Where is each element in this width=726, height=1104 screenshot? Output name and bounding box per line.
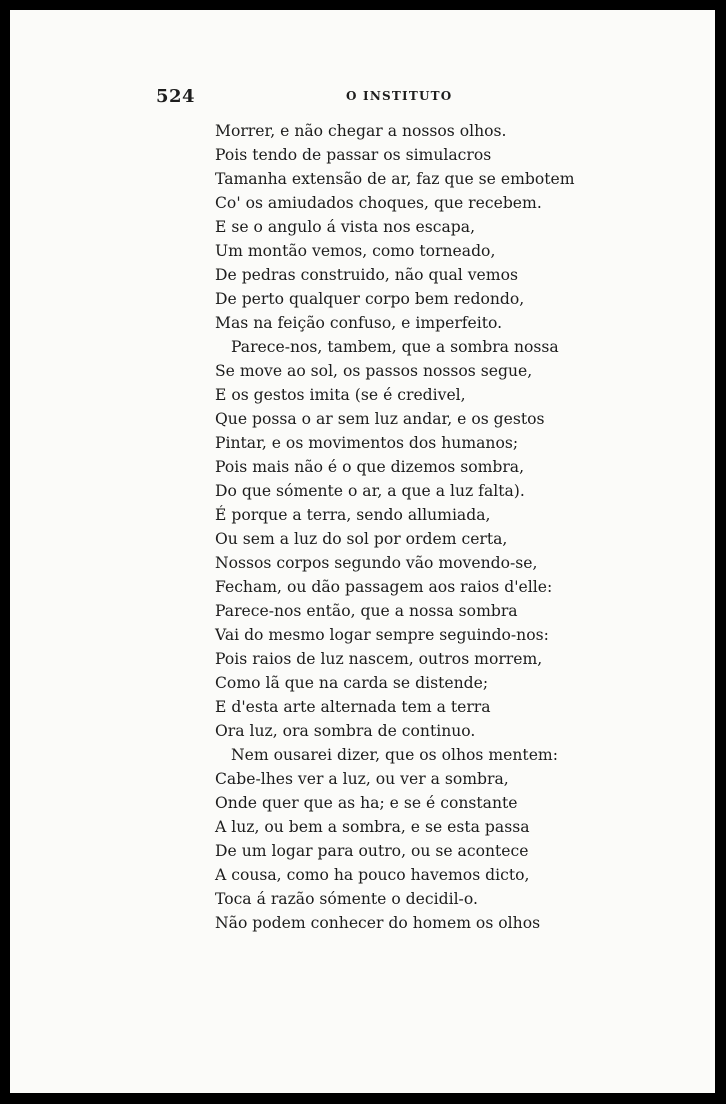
- poem-line: Onde quer que as ha; e se é constante: [215, 794, 518, 812]
- poem-line: De perto qualquer corpo bem redondo,: [215, 290, 525, 308]
- poem-line: Co' os amiudados choques, que recebem.: [215, 194, 542, 212]
- poem-line: Pintar, e os movimentos dos humanos;: [215, 434, 519, 452]
- poem-line: A luz, ou bem a sombra, e se esta passa: [215, 818, 530, 836]
- poem-line: Ou sem a luz do sol por ordem certa,: [215, 530, 508, 548]
- poem-line: Vai do mesmo logar sempre seguindo-nos:: [215, 626, 549, 644]
- poem-line: Toca á razão sómente o decidil-o.: [215, 890, 478, 908]
- poem-line: Cabe-lhes ver a luz, ou ver a sombra,: [215, 770, 509, 788]
- poem-line: E d'esta arte alternada tem a terra: [215, 698, 491, 716]
- poem-line: De pedras construido, não qual vemos: [215, 266, 518, 284]
- poem-line: Pois tendo de passar os simulacros: [215, 146, 492, 164]
- poem-line: Mas na feição confuso, e imperfeito.: [215, 314, 503, 332]
- book-page: [10, 10, 715, 1093]
- page-number: 524: [156, 86, 196, 107]
- poem-line: Pois raios de luz nascem, outros morrem,: [215, 650, 543, 668]
- poem-line: É porque a terra, sendo allumiada,: [215, 506, 491, 524]
- poem-line: Fecham, ou dão passagem aos raios d'elle:: [215, 578, 553, 596]
- poem-line: Se move ao sol, os passos nossos segue,: [215, 362, 533, 380]
- poem-line: Um montão vemos, como torneado,: [215, 242, 496, 260]
- poem-line: Pois mais não é o que dizemos sombra,: [215, 458, 525, 476]
- poem-line: Nem ousarei dizer, que os olhos mentem:: [231, 746, 558, 764]
- poem-line: Nossos corpos segundo vão movendo-se,: [215, 554, 538, 572]
- poem-line: Parece-nos, tambem, que a sombra nossa: [231, 338, 559, 356]
- poem-line: A cousa, como ha pouco havemos dicto,: [215, 866, 530, 884]
- poem-line: Tamanha extensão de ar, faz que se embotem: [215, 170, 575, 188]
- poem-line: De um logar para outro, ou se acontece: [215, 842, 529, 860]
- poem-line: Do que sómente o ar, a que a luz falta).: [215, 482, 525, 500]
- poem-line: Como lã que na carda se distende;: [215, 674, 489, 692]
- poem-line: Ora luz, ora sombra de continuo.: [215, 722, 476, 740]
- poem-line: Parece-nos então, que a nossa sombra: [215, 602, 518, 620]
- poem-line: Não podem conhecer do homem os olhos: [215, 914, 541, 932]
- page-header: [156, 86, 576, 108]
- poem-line: E os gestos imita (se é credivel,: [215, 386, 466, 404]
- poem-line: E se o angulo á vista nos escapa,: [215, 218, 476, 236]
- poem-line: Morrer, e não chegar a nossos olhos.: [215, 122, 507, 140]
- poem-line: Que possa o ar sem luz andar, e os gestos: [215, 410, 545, 428]
- poem-text-block: [215, 119, 575, 935]
- running-title: O INSTITUTO: [346, 89, 453, 103]
